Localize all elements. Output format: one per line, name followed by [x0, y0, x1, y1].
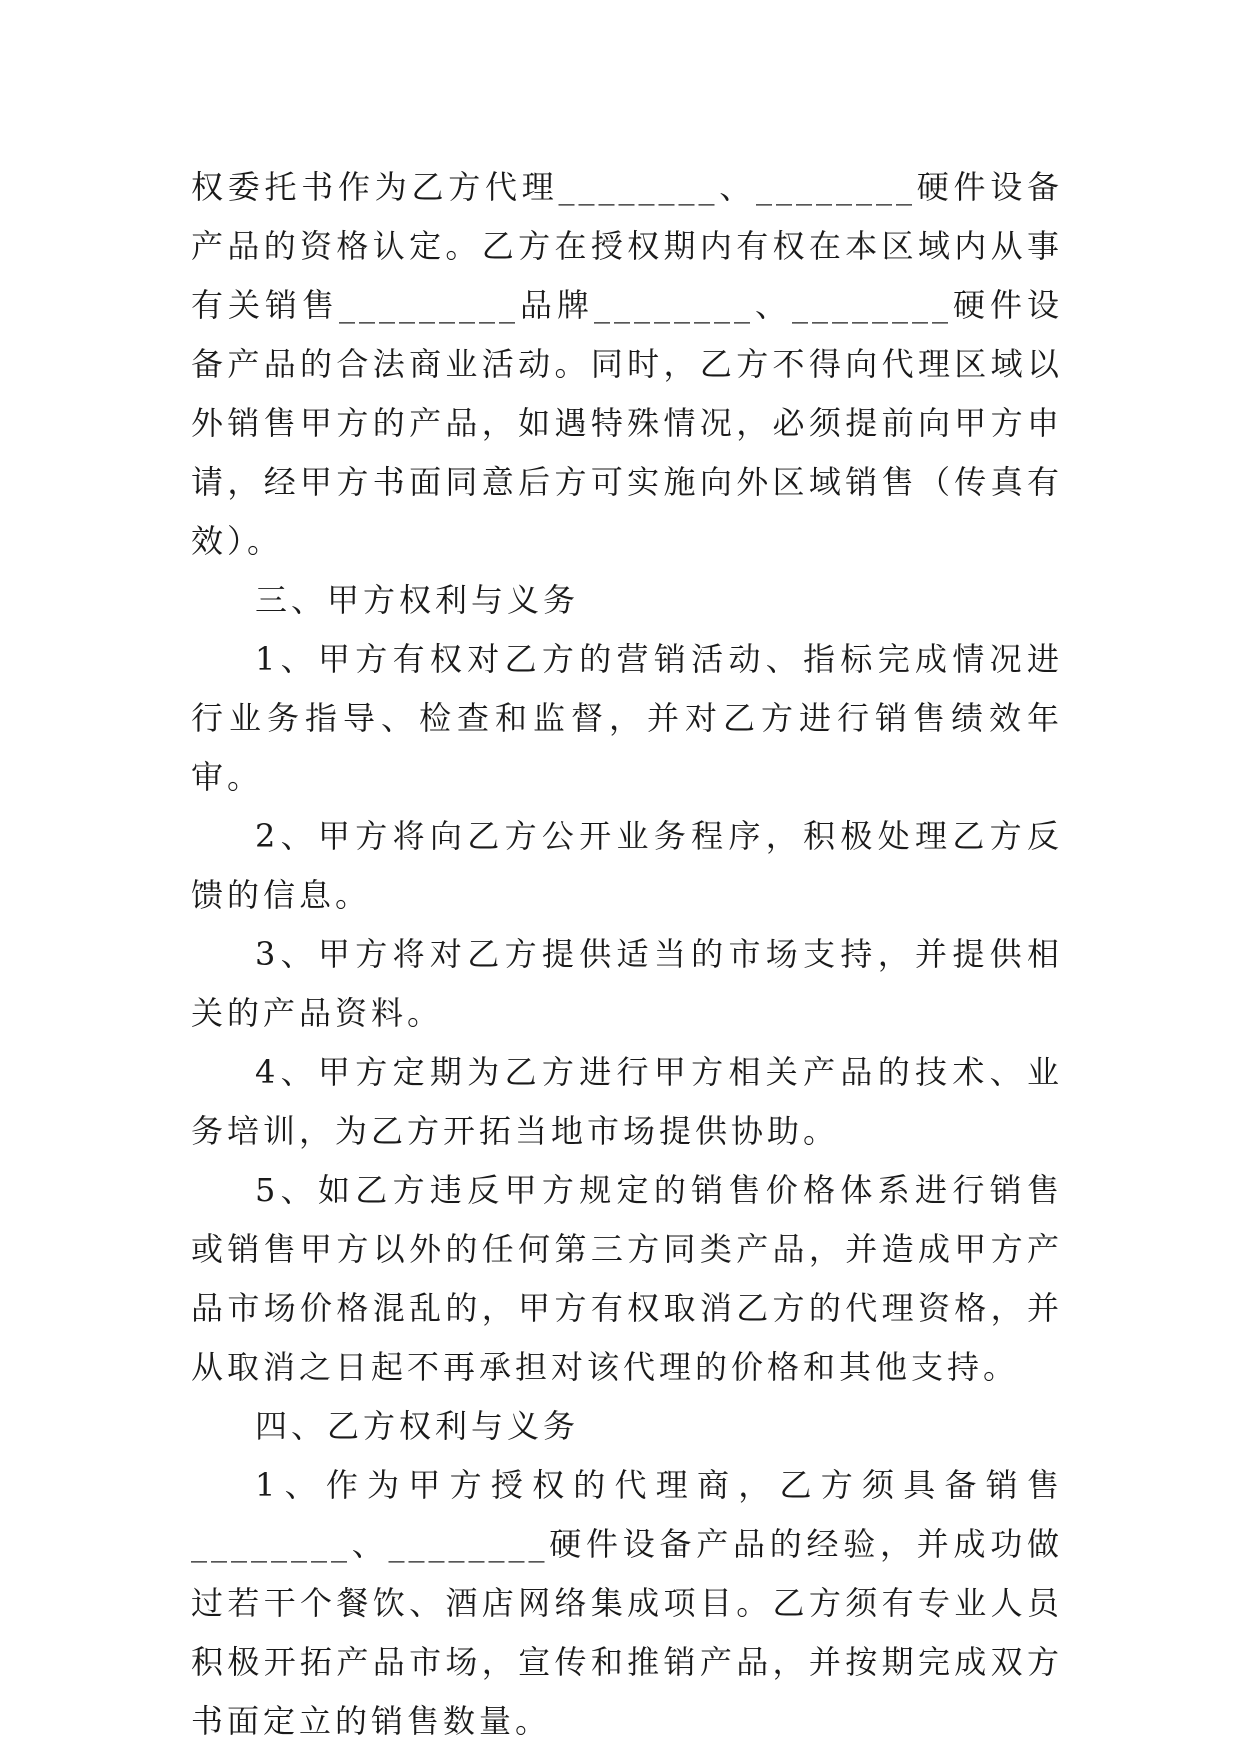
clause-a-2: 2、甲方将向乙方公开业务程序，积极处理乙方反馈的信息。 — [191, 817, 1063, 914]
clause-a-4: 4、甲方定期为乙方进行甲方相关产品的技术、业务培训，为乙方开拓当地市场提供协助。 — [191, 1053, 1063, 1150]
paragraph-authorization-continued: 权委托书作为乙方代理________、________硬件设备产品的资格认定。乙方在授权期内有权在本区域内从事有关销售_________品牌________、________硬件设备产品的合法商业活动。同时，乙方不得向代理区域以外销售甲方的产品，如遇特殊情况，必须提前向甲方申请，经甲方书面同意后方可实施向外区域销售（传真有效）。 — [191, 168, 1063, 560]
clause-a-1: 1、甲方有权对乙方的营销活动、指标完成情况进行业务指导、检查和监督，并对乙方进行销售绩效年审。 — [191, 640, 1063, 796]
clause-a-5: 5、如乙方违反甲方规定的销售价格体系进行销售或销售甲方以外的任何第三方同类产品，并造成甲方产品市场价格混乱的，甲方有权取消乙方的代理资格，并从取消之日起不再承担对该代理的价格和其他支持。 — [191, 1171, 1063, 1386]
clause-a-3: 3、甲方将对乙方提供适当的市场支持，并提供相关的产品资料。 — [191, 935, 1063, 1032]
section-heading-party-a: 三、甲方权利与义务 — [255, 581, 580, 619]
contract-text — [191, 158, 1063, 1751]
clause-b-1: 1、作为甲方授权的代理商，乙方须具备销售________、________硬件设备产品的经验，并成功做过若干个餐饮、酒店网络集成项目。乙方须有专业人员积极开拓产品市场，宣传和推销产品，并按期完成双方书面定立的销售数量。 — [191, 1466, 1063, 1740]
section-heading-party-b: 四、乙方权利与义务 — [255, 1407, 580, 1445]
